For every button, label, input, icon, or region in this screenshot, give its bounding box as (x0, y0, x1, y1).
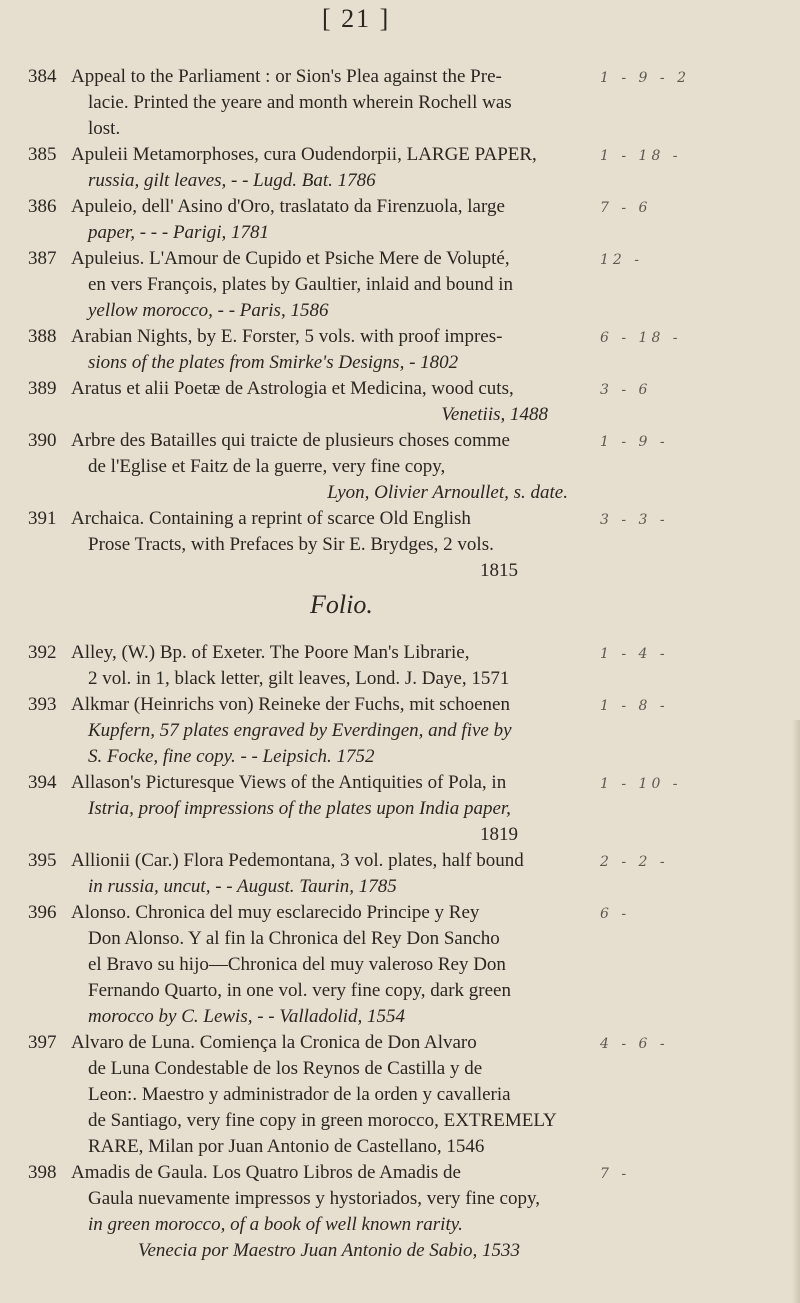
catalogue-entry-393 (28, 692, 588, 770)
entry-line: Fernando Quarto, in one vol. very fine copy, dark green (88, 980, 511, 1001)
entry-line: Appeal to the Parliament : or Sion's Plea against the Pre- (71, 66, 502, 87)
price-annotation: 1 - 4 - (600, 646, 669, 662)
lot-number: 384 (28, 66, 57, 87)
entry-line: RARE, Milan por Juan Antonio de Castellano, 1546 (88, 1136, 485, 1157)
price-annotation: 1 - 18 - (600, 148, 682, 164)
entry-line: en vers François, plates by Gaultier, inlaid and bound in (88, 274, 514, 295)
price-annotation: 4 - 6 - (600, 1036, 669, 1052)
price-annotation: 1 - 9 - 2 (600, 70, 690, 86)
price-annotation: 3 - 3 - (600, 512, 669, 528)
entry-line: Arabian Nights, by E. Forster, 5 vols. with proof impres- (71, 326, 503, 347)
lot-number: 396 (28, 902, 57, 923)
entry-line: Alonso. Chronica del muy esclarecido Principe y Rey (71, 902, 480, 923)
catalogue-entry-398 (28, 1160, 588, 1264)
entry-line: Apuleio, dell' Asino d'Oro, traslatato da Firenzuola, large (71, 196, 505, 217)
lot-number: 394 (28, 772, 57, 793)
lot-number: 386 (28, 196, 57, 217)
catalogue-entry-386 (28, 194, 588, 246)
entry-line: Allionii (Car.) Flora Pedemontana, 3 vol. plates, half bound (71, 850, 524, 871)
lot-number: 395 (28, 850, 57, 871)
entry-line: Archaica. Containing a reprint of scarce Old English (71, 508, 471, 529)
price-annotation: 3 - 6 (600, 382, 652, 398)
price-annotation: 1 - 10 - (600, 776, 682, 792)
entry-line: Venecia por Maestro Juan Antonio de Sabio, 1533 (138, 1240, 521, 1261)
entry-line: Alley, (W.) Bp. of Exeter. The Poore Man's Librarie, (71, 642, 470, 663)
catalogue-entry-388 (28, 324, 588, 376)
catalogue-entry-385 (28, 142, 588, 194)
entry-line: Alvaro de Luna. Comiença la Cronica de Don Alvaro (71, 1032, 477, 1053)
lot-number: 388 (28, 326, 57, 347)
price-annotation: 2 - 2 - (600, 854, 669, 870)
page-number: [ 21 ] (322, 4, 391, 33)
catalogue-entry-392 (28, 640, 588, 692)
entry-line: lacie. Printed the yeare and month wherein Rochell was (88, 92, 512, 113)
entry-line: Leon:. Maestro y administrador de la orden y cavalleria (88, 1084, 511, 1105)
entry-line: Apuleii Metamorphoses, cura Oudendorpii, LARGE PAPER, (71, 144, 537, 165)
price-annotation: 6 - 18 - (600, 330, 682, 346)
catalogue-entry-394 (28, 770, 588, 848)
entry-line: sions of the plates from Smirke's Designs, - 1802 (88, 352, 459, 373)
entry-line: Venetiis, 1488 (441, 404, 548, 425)
entry-line: Don Alonso. Y al fin la Chronica del Rey Don Sancho (88, 928, 500, 949)
lot-number: 398 (28, 1162, 57, 1183)
lot-number: 385 (28, 144, 57, 165)
catalogue-entry-384 (28, 64, 588, 142)
lot-number: 390 (28, 430, 57, 451)
entry-line: yellow morocco, - - Paris, 1586 (88, 300, 329, 321)
lot-number: 393 (28, 694, 57, 715)
entry-line: in green morocco, of a book of well known rarity. (88, 1214, 463, 1235)
catalogue-entry-387 (28, 246, 588, 324)
entry-line: Apuleius. L'Amour de Cupido et Psiche Mere de Volupté, (71, 248, 510, 269)
entry-line: de l'Eglise et Faitz de la guerre, very fine copy, (88, 456, 446, 477)
entry-line: Amadis de Gaula. Los Quatro Libros de Amadis de (71, 1162, 461, 1183)
price-annotation: 6 - (600, 906, 631, 922)
lot-number: 397 (28, 1032, 57, 1053)
price-annotation: 7 - 6 (600, 200, 652, 216)
entry-line: Lyon, Olivier Arnoullet, s. date. (327, 482, 568, 503)
entry-line: de Santiago, very fine copy in green morocco, EXTREMELY (88, 1110, 557, 1131)
entry-line: paper, - - - Parigi, 1781 (88, 222, 270, 243)
entry-line: 2 vol. in 1, black letter, gilt leaves, Lond. J. Daye, 1571 (88, 668, 510, 689)
entry-line: S. Focke, fine copy. - - Leipsich. 1752 (88, 746, 375, 767)
entry-line: Istria, proof impressions of the plates upon India paper, (88, 798, 511, 819)
lot-number: 389 (28, 378, 57, 399)
price-annotation: 7 - (600, 1166, 631, 1182)
catalogue-entry-396 (28, 900, 588, 1030)
catalogue-entry-391 (28, 506, 588, 584)
price-annotation: 1 - 9 - (600, 434, 669, 450)
page-edge-shadow (792, 720, 800, 1303)
lot-number: 387 (28, 248, 57, 269)
entry-line: 1819 (480, 824, 518, 845)
entry-line: in russia, uncut, - - August. Taurin, 1785 (88, 876, 397, 897)
entry-line: Prose Tracts, with Prefaces by Sir E. Brydges, 2 vols. (88, 534, 494, 555)
entry-line: Alkmar (Heinrichs von) Reineke der Fuchs, mit schoenen (71, 694, 510, 715)
entry-line: de Luna Condestable de los Reynos de Castilla y de (88, 1058, 483, 1079)
catalogue-entry-389 (28, 376, 588, 428)
price-annotation: 1 - 8 - (600, 698, 669, 714)
price-annotation: 12 - (600, 252, 643, 268)
catalogue-entry-395 (28, 848, 588, 900)
entry-line: Arbre des Batailles qui traicte de plusieurs choses comme (71, 430, 510, 451)
catalogue-entry-390 (28, 428, 588, 506)
entry-line: lost. (88, 118, 121, 139)
entry-line: el Bravo su hijo—Chronica del muy valeroso Rey Don (88, 954, 506, 975)
entry-line: Allason's Picturesque Views of the Antiquities of Pola, in (71, 772, 507, 793)
entry-line: russia, gilt leaves, - - Lugd. Bat. 1786 (88, 170, 376, 191)
section-heading: Folio. (310, 590, 373, 619)
entry-line: Gaula nuevamente impressos y hystoriados, very fine copy, (88, 1188, 541, 1209)
entry-line: Aratus et alii Poetæ de Astrologia et Medicina, wood cuts, (71, 378, 514, 399)
entry-line: Kupfern, 57 plates engraved by Everdingen, and five by (88, 720, 512, 741)
catalogue-entry-397 (28, 1030, 588, 1160)
entry-line: 1815 (480, 560, 518, 581)
lot-number: 392 (28, 642, 57, 663)
entry-line: morocco by C. Lewis, - - Valladolid, 1554 (88, 1006, 405, 1027)
lot-number: 391 (28, 508, 57, 529)
